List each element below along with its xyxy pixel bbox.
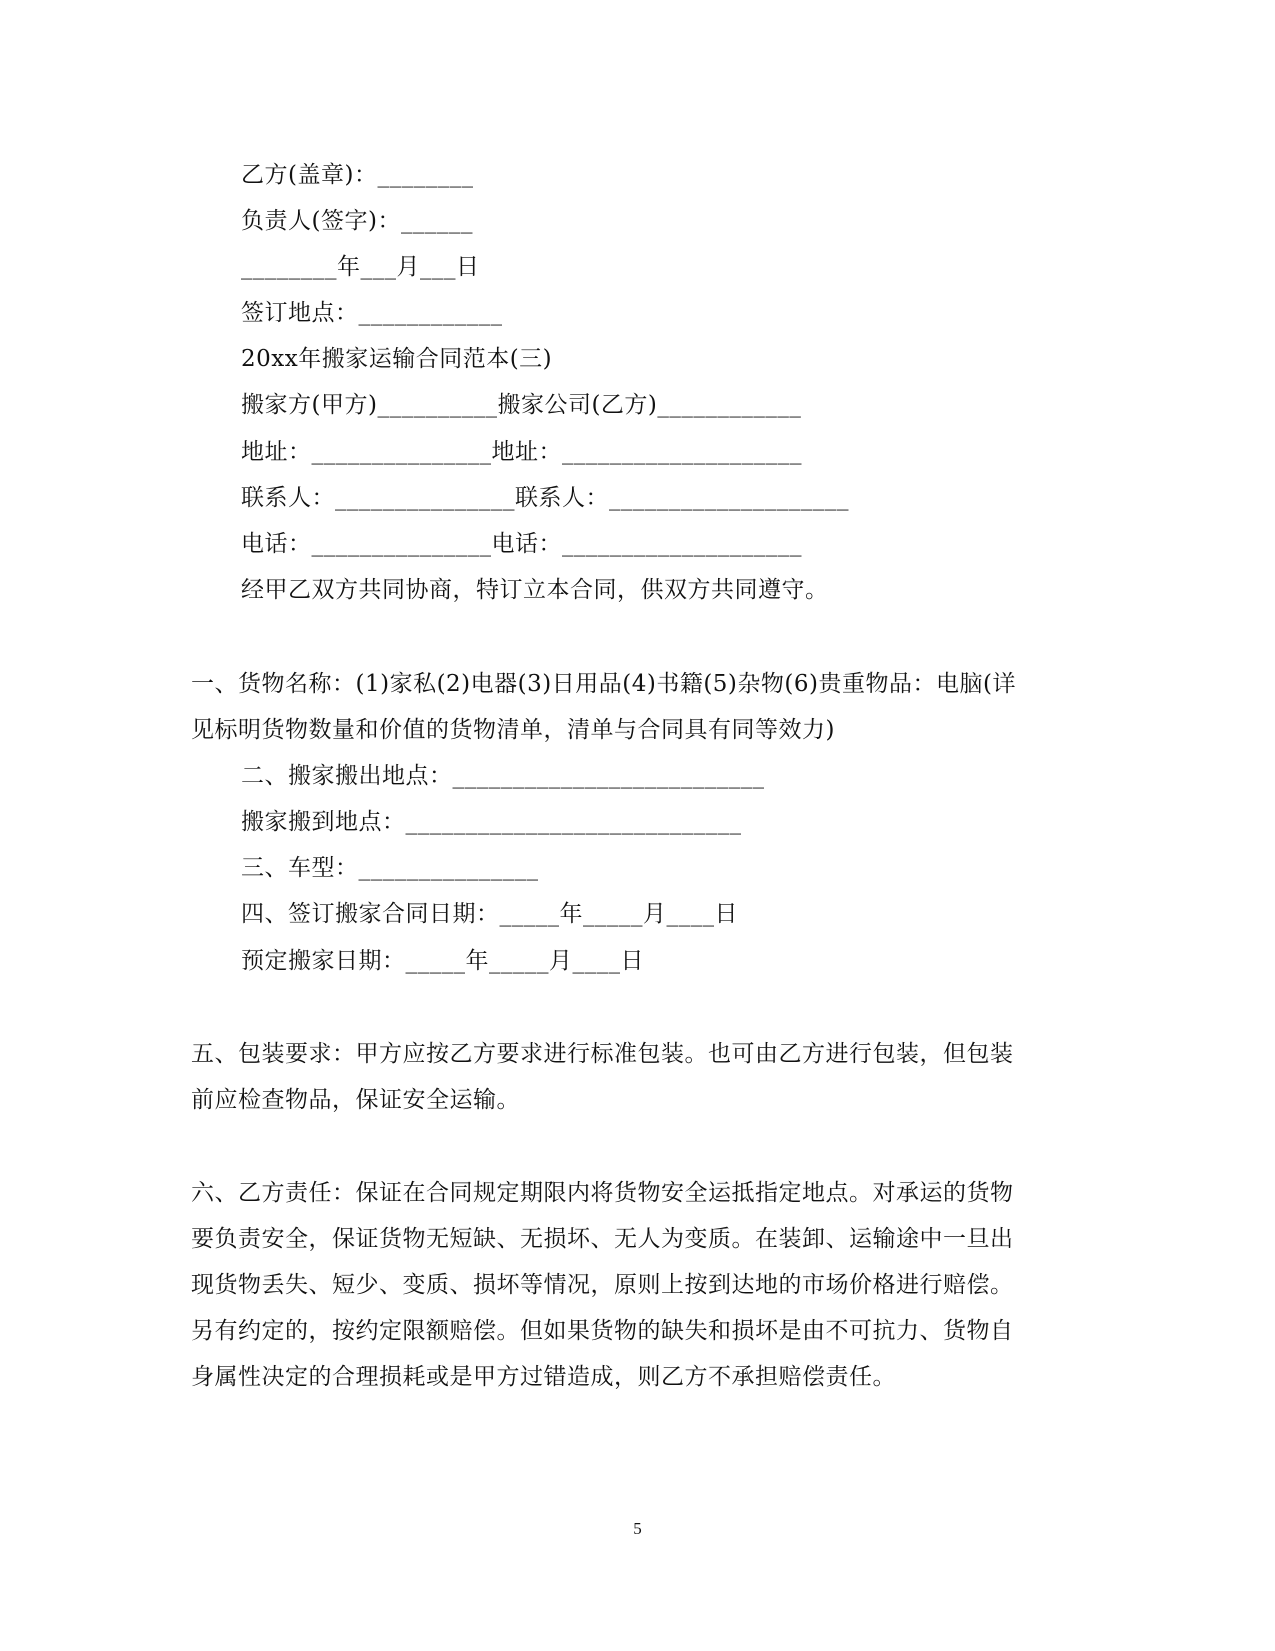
party-b-seal-line: 乙方(盖章)：________ [241, 162, 474, 188]
signing-date-line: ________年___月___日 [241, 254, 480, 280]
phone-line: 电话：_______________电话：____________________ [241, 531, 802, 557]
moving-from-line: 二、搬家搬出地点：__________________________ [241, 763, 765, 789]
responsible-person-signature-line: 负责人(签字)：______ [241, 208, 473, 234]
section6-line1: 六、乙方责任：保证在合同规定期限内将货物安全运抵指定地点。对承运的货物 [191, 1180, 1014, 1206]
contract-date-line: 四、签订搬家合同日期：_____年_____月____日 [241, 901, 738, 927]
section1-line1: 一、货物名称：(1)家私(2)电器(3)日用品(4)书籍(5)杂物(6)贵重物品：电脑(详 [191, 671, 1016, 697]
section5-line2: 前应检查物品，保证安全运输。 [191, 1087, 520, 1113]
moving-to-line: 搬家搬到地点：____________________________ [241, 809, 742, 835]
signing-place-line: 签订地点：____________ [241, 300, 503, 326]
contract-title: 20xx年搬家运输合同范本(三) [241, 346, 553, 372]
page-number: 5 [633, 1519, 642, 1538]
section6-line5: 身属性决定的合理损耗或是甲方过错造成，则乙方不承担赔偿责任。 [191, 1364, 896, 1390]
section6-line4: 另有约定的，按约定限额赔偿。但如果货物的缺失和损坏是由不可抗力、货物自 [191, 1318, 1014, 1344]
address-line: 地址：_______________地址：____________________ [241, 439, 802, 465]
section6-line2: 要负责安全，保证货物无短缺、无损坏、无人为变质。在装卸、运输途中一旦出 [191, 1226, 1014, 1252]
section5-line1: 五、包装要求：甲方应按乙方要求进行标准包装。也可由乙方进行包装，但包装 [191, 1041, 1014, 1067]
section1-line2: 见标明货物数量和价值的货物清单，清单与合同具有同等效力) [191, 717, 835, 743]
parties-line: 搬家方(甲方)__________搬家公司(乙方)____________ [241, 392, 802, 418]
agreement-intro: 经甲乙双方共同协商，特订立本合同，供双方共同遵守。 [241, 577, 829, 603]
vehicle-type-line: 三、车型：_______________ [241, 855, 539, 881]
section6-line3: 现货物丢失、短少、变质、损坏等情况，原则上按到达地的市场价格进行赔偿。 [191, 1272, 1014, 1298]
scheduled-date-line: 预定搬家日期：_____年_____月____日 [241, 948, 644, 974]
contact-line: 联系人：_______________联系人：____________________ [241, 485, 849, 511]
